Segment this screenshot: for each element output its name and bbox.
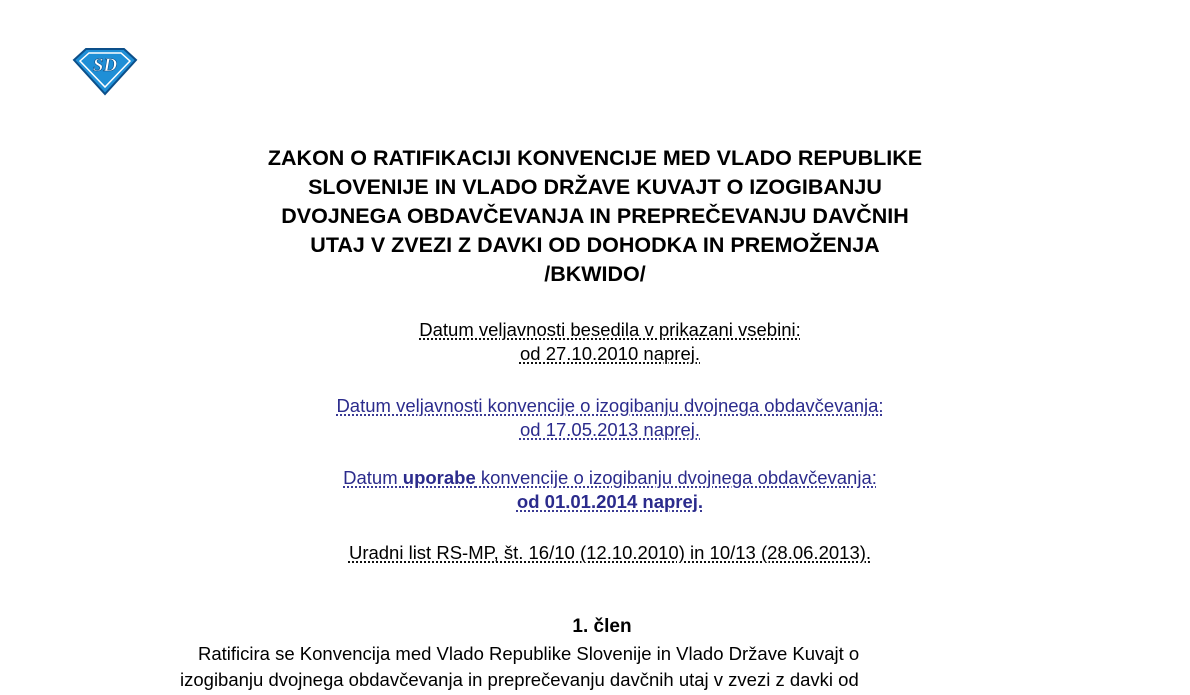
title-line: UTAJ V ZVEZI Z DAVKI OD DOHODKA IN PREMOŽENJA <box>310 233 880 257</box>
application-suffix: konvencije o izogibanju dvojnega obdavčevanja: <box>475 467 877 488</box>
logo-text: SD <box>92 55 118 76</box>
logo-icon <box>70 44 140 98</box>
title-line: ZAKON O RATIFIKACIJI KONVENCIJE MED VLADO REPUBLIKE <box>267 146 923 170</box>
convention-application-label[interactable] <box>343 467 877 488</box>
text-validity-date[interactable]: od 27.10.2010 naprej. <box>519 343 700 364</box>
article-body <box>180 641 1010 695</box>
application-prefix: Datum <box>343 467 403 488</box>
article-heading: 1. člen <box>572 616 632 637</box>
text-validity-block <box>150 318 1070 366</box>
text-validity-label[interactable]: Datum veljavnosti besedila v prikazani vsebini: <box>419 319 801 340</box>
article-line: Ratificira se Konvencija med Vlado Republike Slovenije in Vlado Države Kuvajt o <box>198 643 860 664</box>
official-gazette-link[interactable]: Uradni list RS-MP, št. 16/10 (12.10.2010) in 10/13 (28.06.2013). <box>348 542 872 563</box>
official-gazette-block <box>150 541 1070 565</box>
title-line: SLOVENIJE IN VLADO DRŽAVE KUVAJT O IZOGIBANJU <box>308 175 882 199</box>
article-line: izogibanju dvojnega obdavčevanja in preprečevanju davčnih utaj v zvezi z davki od <box>180 669 859 690</box>
convention-validity-date[interactable]: od 17.05.2013 naprej. <box>519 419 700 440</box>
convention-application-date[interactable]: od 01.01.2014 naprej. <box>516 491 704 512</box>
title-line: DVOJNEGA OBDAVČEVANJA IN PREPREČEVANJU DAVČNIH <box>281 204 909 228</box>
convention-application-block <box>150 466 1070 514</box>
document-title <box>150 144 1040 289</box>
title-line: /BKWIDO/ <box>544 262 646 286</box>
convention-validity-label[interactable]: Datum veljavnosti konvencije o izogibanju dvojnega obdavčevanja: <box>336 395 884 416</box>
convention-validity-block <box>150 394 1070 442</box>
application-emphasis: uporabe <box>402 467 476 488</box>
